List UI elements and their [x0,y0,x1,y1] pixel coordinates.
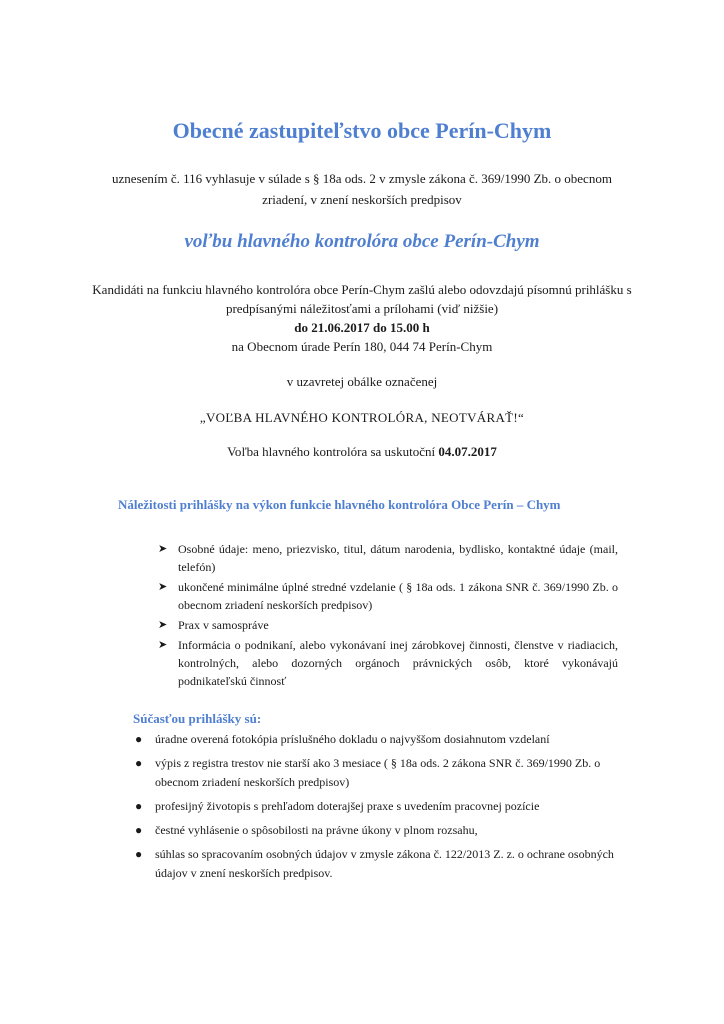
document-subtitle: voľbu hlavného kontrolóra obce Perín-Chym [184,231,540,252]
election-date: 04.07.2017 [438,444,497,459]
election-text: Voľba hlavného kontrolóra sa uskutoční [227,444,436,459]
list-item-text: Osobné údaje: meno, priezvisko, titul, dátum narodenia, bydlisko, kontaktné údaje (mail, telefón) [178,542,618,574]
bullet-dot-icon: ● [135,732,143,746]
arrow-bullet-icon: ➤ [158,543,168,555]
candidates-line: Kandidáti na funkciu hlavného kontrolóra obce Perín-Chym zašlú alebo odovzdajú písomnú prihlášku s predpísanými náležitosťami a prílohami (viď nižšie) [92,282,632,316]
list-item [133,730,617,749]
arrow-bullet-icon: ➤ [158,619,168,631]
envelope-line: v uzavretej obálke označenej [286,374,438,389]
list-item-text: profesijný životopis s prehľadom doterajšej praxe s uvedením pracovnej pozície [155,799,540,813]
list-item-text: úradne overená fotokópia príslušného dokladu o najvyššom dosiahnutom vzdelaní [155,732,550,746]
list-item-text: výpis z registra trestov nie starší ako 3 mesiace ( § 18a ods. 2 zákona SNR č. 369/1990 Zb. o obecnom zriadení neskorších predpisov) [155,756,601,789]
address: na Obecnom úrade Perín 180, 044 74 Perín-Chym [231,339,493,354]
list-item-text: Prax v samospráve [178,618,269,632]
requirements-list [158,540,618,692]
list-item-text: súhlas so spracovaním osobných údajov v zmysle zákona č. 122/2013 Z. z. o ochrane osobných údajov v znení neskorších predpisov. [155,847,614,880]
envelope-notice: „VOĽBA HLAVNÉHO KONTROLÓRA, NEOTVÁRAŤ!“ [199,410,525,425]
list-item-text: ukončené minimálne úplné stredné vzdelanie ( § 18a ods. 1 zákona SNR č. 369/1990 Zb. o obecnom zriadení neskorších predpisov) [178,580,618,612]
bullet-dot-icon: ● [135,823,143,837]
list-item [133,754,617,792]
document-title: Obecné zastupiteľstvo obce Perín-Chym [172,118,552,143]
list-item [133,845,617,883]
list-item [133,821,617,840]
list-item [158,636,618,690]
list-item [158,616,618,634]
resolution-intro: uznesením č. 116 vyhlasuje v súlade s § 18a ods. 2 v zmysle zákona č. 369/1990 Zb. o obecnom zriadení, v znení neskorších predpisov [112,171,612,207]
arrow-bullet-icon: ➤ [158,581,168,593]
list-item-text: Informácia o podnikaní, alebo vykonávaní inej zárobkovej činnosti, členstve v riadiacich, kontrolných, alebo dozorných orgánoch právnických osôb, ktoré vykonávajú podnikateľskú činnosť [178,638,618,688]
list-item-text: čestné vyhlásenie o spôsobilosti na právne úkony v plnom rozsahu, [155,823,478,837]
bullet-dot-icon: ● [135,756,143,770]
list-item [158,540,618,576]
bullet-dot-icon: ● [135,847,143,861]
parts-heading: Súčasťou prihlášky sú: [133,711,262,726]
bullet-dot-icon: ● [135,799,143,813]
submission-info [90,280,634,356]
parts-list [133,730,617,888]
election-line [90,442,634,461]
list-item [133,797,617,816]
arrow-bullet-icon: ➤ [158,639,168,651]
deadline: do 21.06.2017 do 15.00 h [294,320,430,335]
list-item [158,578,618,614]
requirements-heading: Náležitosti prihlášky na výkon funkcie hlavného kontrolóra Obce Perín – Chym [118,497,561,512]
